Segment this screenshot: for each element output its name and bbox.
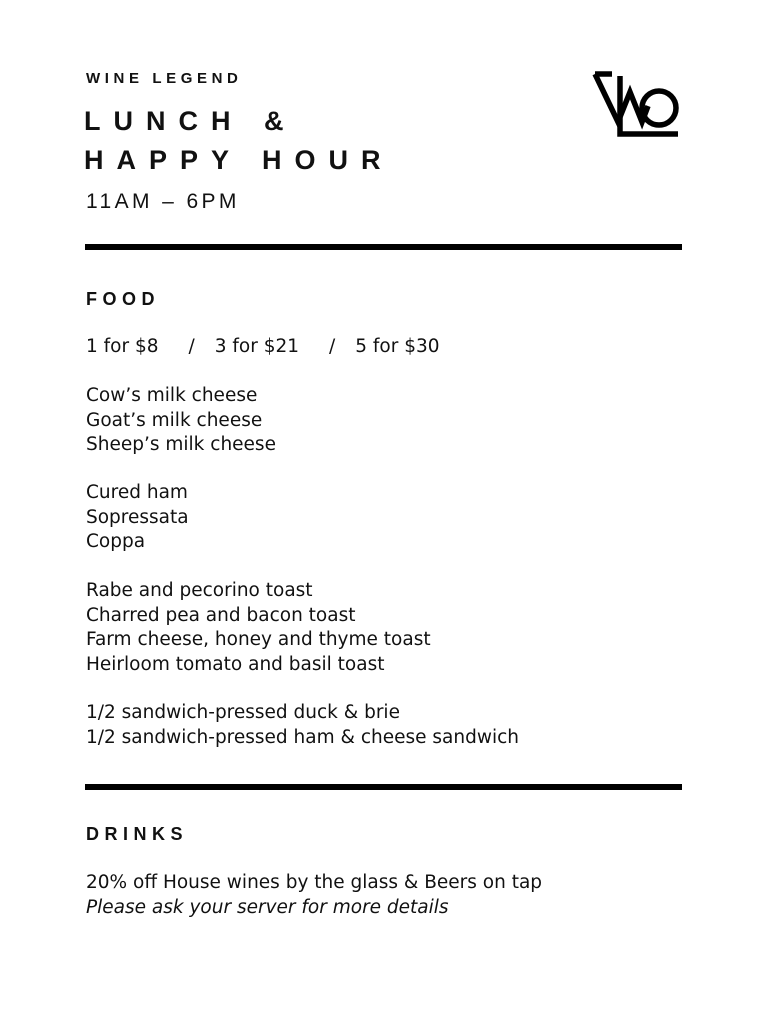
menu-item: Heirloom tomato and basil toast bbox=[86, 653, 385, 675]
menu-item: Charred pea and bacon toast bbox=[86, 604, 356, 626]
menu-item: 1/2 sandwich-pressed duck & brie bbox=[86, 702, 400, 723]
menu-item: 1/2 sandwich-pressed ham & cheese sandwich bbox=[86, 726, 519, 748]
cheese-group bbox=[86, 384, 276, 458]
brand-name: WINE LEGEND bbox=[86, 70, 243, 87]
toast-group bbox=[86, 579, 431, 677]
menu-title-line-2: HAPPY HOUR bbox=[84, 145, 394, 175]
drinks-details bbox=[86, 871, 542, 920]
menu-item: Coppa bbox=[86, 531, 146, 552]
menu-item: Cow’s milk cheese bbox=[86, 385, 258, 406]
menu-item: Goat’s milk cheese bbox=[86, 409, 263, 431]
wl-monogram-icon bbox=[592, 70, 682, 140]
price-separator: / bbox=[329, 336, 336, 357]
menu-item: Rabe and pecorino toast bbox=[86, 580, 313, 601]
drinks-heading: DRINKS bbox=[86, 824, 189, 844]
drinks-offer: 20% off House wines by the glass & Beers on tap bbox=[86, 872, 543, 893]
price-tier-3: 5 for $30 bbox=[355, 336, 440, 357]
bottom-divider bbox=[85, 784, 682, 790]
charcuterie-group bbox=[86, 481, 189, 555]
food-pricing bbox=[86, 335, 440, 360]
price-separator: / bbox=[188, 336, 195, 357]
price-tier-2: 3 for $21 bbox=[214, 336, 300, 357]
sandwich-group bbox=[86, 701, 519, 750]
price-tier-1: 1 for $8 bbox=[86, 336, 159, 357]
menu-item: Cured ham bbox=[86, 482, 188, 503]
menu-item: Sopressata bbox=[86, 506, 189, 528]
menu-title-line-1: LUNCH & bbox=[84, 106, 297, 136]
service-hours: 11AM – 6PM bbox=[86, 190, 240, 213]
drinks-note: Please ask your server for more details bbox=[86, 896, 449, 918]
food-heading: FOOD bbox=[86, 289, 160, 309]
top-divider bbox=[85, 244, 682, 250]
menu-item: Sheep’s milk cheese bbox=[86, 434, 276, 455]
menu-item: Farm cheese, honey and thyme toast bbox=[86, 629, 431, 650]
